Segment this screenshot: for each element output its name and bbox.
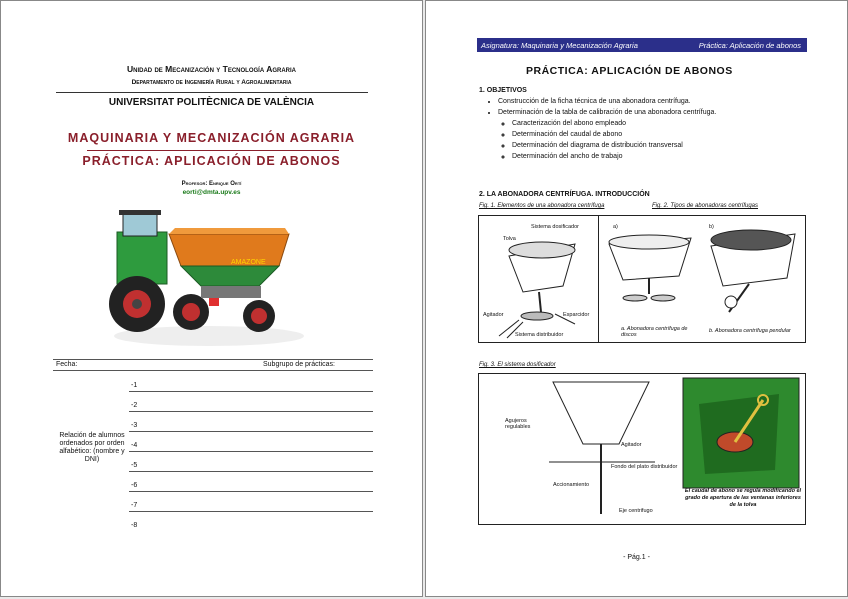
fig2-b-caption: b. Abonadora centrífuga pendular <box>709 328 791 334</box>
fig2-a-label: a) <box>613 224 618 230</box>
student-line[interactable] <box>129 511 373 512</box>
page-title: PRÁCTICA: APLICACIÓN DE ABONOS <box>526 65 733 77</box>
practice-title: PRÁCTICA: APLICACIÓN DE ABONOS <box>82 154 341 168</box>
student-number: -1 <box>131 382 138 389</box>
fig1-caption: Fig. 1. Elementos de una abonadora centrífuga <box>479 203 605 209</box>
right-page <box>425 0 848 597</box>
student-number: -5 <box>131 462 138 469</box>
label-agujeros: Agujeros regulables <box>505 418 531 430</box>
objectives-list <box>484 96 804 162</box>
label-dosificador: Sistema dosificador <box>531 224 579 230</box>
left-page <box>0 0 423 597</box>
student-line[interactable] <box>129 411 373 412</box>
student-number: -3 <box>131 422 138 429</box>
unit-name: Unidad de Mecanización y Tecnología Agraria <box>126 64 297 74</box>
label-distribuidor: Sistema distribuidor <box>515 332 564 338</box>
sub-objective-item: ◦ Determinación del caudal de abono <box>512 129 804 140</box>
subgroup-label: Subgrupo de prácticas: <box>263 361 335 368</box>
sub-objective-item: ◦ Determinación del ancho de trabajo <box>512 151 804 162</box>
student-number: -2 <box>131 402 138 409</box>
sub-objective-item: ◦ Determinación del diagrama de distribución transversal <box>512 140 804 151</box>
course-title: MAQUINARIA Y MECANIZACIÓN AGRARIA <box>67 131 356 145</box>
label-agitador-fig3: Agitador <box>621 442 642 448</box>
spreader-elements-diagram <box>479 216 599 342</box>
students-label: Relación de alumnos ordenados por orden alfabético: (nombre y DNI) <box>59 432 125 463</box>
section-intro: 2. LA ABONADORA CENTRÍFUGA. INTRODUCCIÓN <box>479 191 650 198</box>
professor-email[interactable]: eorti@dmta.upv.es <box>182 189 241 196</box>
fig3-caption: Fig. 3. El sistema dosificador <box>479 362 556 368</box>
student-number: -7 <box>131 502 138 509</box>
label-accionamiento: Accionamiento <box>553 482 590 488</box>
student-line[interactable] <box>129 451 373 452</box>
section-objectives: 1. OBJETIVOS <box>479 87 527 94</box>
title-divider <box>87 150 339 151</box>
student-line[interactable] <box>129 491 373 492</box>
header-divider <box>56 92 368 93</box>
spreader-types-diagram <box>599 216 805 342</box>
fig2-b-label: b) <box>709 224 714 230</box>
fertilizer-spreader-photo <box>109 204 309 352</box>
header-course: Asignatura: Maquinaria y Mecanización Agraria <box>481 41 638 50</box>
objective-item: • Construcción de la ficha técnica de una abonadora centrífuga. <box>498 96 804 107</box>
label-eje: Eje centrifugo <box>619 508 653 514</box>
fig3-frame <box>478 373 806 525</box>
form-rule <box>53 370 373 371</box>
label-tolva: Tolva <box>503 236 516 242</box>
objective-item: • Determinación de la tabla de calibración de una abonadora centrífuga. <box>498 107 804 118</box>
fig3-note: El caudal de abono se regula modificando el grado de apertura de las ventanas inferiores de la tolva <box>684 488 802 508</box>
student-number: -8 <box>131 522 138 529</box>
label-fondo: Fondo del plato distribuidor <box>611 464 678 470</box>
university-name: UNIVERSITAT POLITÈCNICA DE VALÈNCIA <box>108 97 315 108</box>
form-top-rule <box>53 359 373 360</box>
student-number: -4 <box>131 442 138 449</box>
fig2-frame <box>598 215 806 343</box>
student-line[interactable] <box>129 391 373 392</box>
fig1-frame <box>478 215 600 343</box>
machine-brand: AMAZONE <box>231 259 266 266</box>
fig2-a-caption: a. Abonadora centrífuga de discos <box>621 326 688 338</box>
student-line[interactable] <box>129 431 373 432</box>
sub-objective-item: ◦ Caracterización del abono empleado <box>512 118 804 129</box>
date-label: Fecha: <box>56 361 78 368</box>
department-name: Departamento de Ingeniería Rural y Agroalimentaria <box>131 79 292 86</box>
fig2-caption: Fig. 2. Tipos de abonadoras centrífugas <box>652 203 759 209</box>
student-line[interactable] <box>129 471 373 472</box>
header-practice: Práctica: Aplicación de abonos <box>698 41 801 50</box>
label-esparcidor: Esparcidor <box>563 312 590 318</box>
student-number: -6 <box>131 482 138 489</box>
page-number: - Pág.1 - <box>623 554 650 561</box>
label-agitador: Agitador <box>483 312 504 318</box>
professor-name: Profesor: Enrique Ortí <box>181 181 242 187</box>
page-header-bar <box>477 38 807 52</box>
